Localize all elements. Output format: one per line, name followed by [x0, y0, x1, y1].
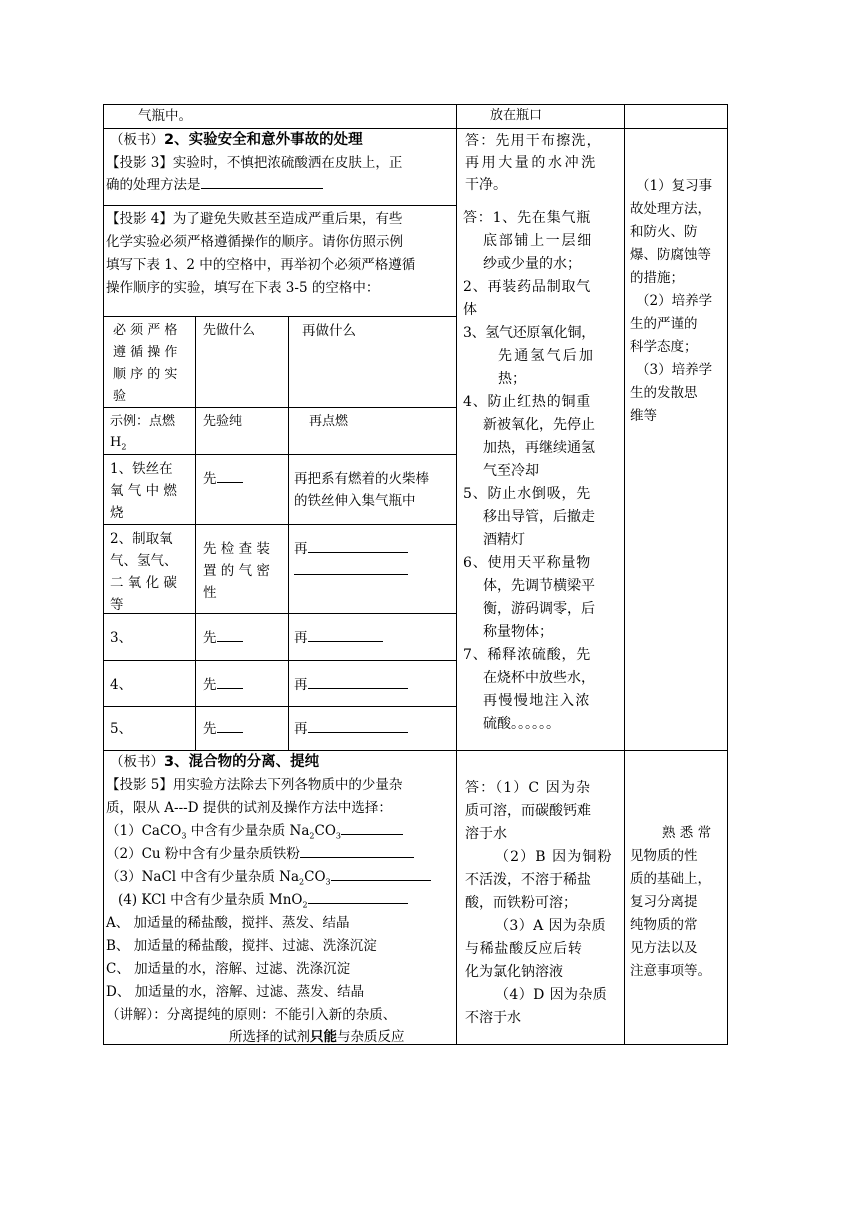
lecture-2c: 与杂质反应	[337, 1029, 405, 1045]
item2-pre: （2）Cu 粉中含有少量杂质铁粉	[106, 846, 300, 862]
section3-heading	[110, 751, 319, 773]
top-row-left-text: 气瓶中。	[138, 108, 192, 124]
row2-c1-1: 气、氢气、	[110, 553, 178, 569]
row2-c1-2: 二 氧 化 碳	[110, 575, 177, 591]
example-c1-h2	[110, 432, 126, 459]
a3-line-3: 干净。	[465, 177, 507, 193]
q3-line2	[106, 174, 323, 196]
goal2-line-3: 爆、防腐蚀等	[630, 247, 711, 263]
a4-line-21: 再慢慢地注入浓	[483, 693, 591, 709]
goal3-line-6: 注意事项等。	[630, 963, 711, 979]
a5-line-5: 酸，而铁粉可溶；	[465, 895, 577, 911]
row5-c2-text: 先	[203, 721, 217, 737]
goal2-line-5: （2）培养学	[636, 293, 713, 309]
q3-tag: 【投影 3】	[106, 155, 173, 171]
a4-line-3: 2、再装药品制取气	[463, 279, 592, 295]
example-c1	[110, 411, 175, 433]
hdr-c1-2: 顺 序 的 实	[113, 367, 178, 382]
q5-tag: 【投影 5】	[106, 777, 173, 793]
row2-c3-blank-1[interactable]	[308, 538, 408, 553]
row3-c3-text: 再	[294, 630, 308, 646]
a4-line-22: 硫酸。。。。。。	[483, 716, 560, 732]
row2-c3-blank-2[interactable]	[294, 560, 408, 575]
a4-line-8: 4、防止红热的铜重	[463, 394, 592, 410]
item3-sub1: 2	[299, 877, 305, 887]
a5-line-6: （3）A 因为杂质	[495, 918, 607, 934]
a4-line-9: 新被氧化，先停止	[483, 417, 595, 433]
row3-c3	[294, 627, 383, 649]
option-c: C、 加适量的水，溶解、过滤、洗涤沉淀	[106, 961, 351, 977]
a4-line-2: 纱或少量的水；	[483, 256, 581, 272]
row2-c3-line2	[294, 560, 408, 582]
row4-c3-text: 再	[294, 677, 308, 693]
a4-line-7: 热；	[498, 371, 526, 387]
item3-blank[interactable]	[331, 866, 431, 881]
a5-line-4: 不活泼，不溶于稀盐	[465, 872, 591, 888]
lecture-line-2	[229, 1026, 405, 1048]
item1-pre: （1）CaCO	[106, 823, 182, 839]
lecture-2a: 所选择的试剂	[229, 1029, 310, 1045]
q5-line1	[106, 774, 402, 796]
section3-heading-title: 3、混合物的分离、提纯	[164, 754, 320, 770]
row3-c1: 3、	[110, 630, 133, 646]
row5-c2	[203, 718, 243, 740]
item4-pre: (4) KCl 中含有少量杂质 MnO	[118, 892, 303, 908]
item1-sub2: 2	[309, 831, 315, 841]
goal2-line-2: 和防火、防	[630, 224, 698, 240]
item1-blank[interactable]	[341, 820, 403, 835]
item4-sub1: 2	[302, 900, 308, 910]
row3-c2-blank[interactable]	[217, 627, 243, 642]
q3-text-1: 实验时，不慎把浓硫酸洒在皮肤上，正	[172, 155, 403, 171]
goal2-line-8: （3）培养学	[636, 362, 713, 378]
goal2-line-0: （1）复习事	[636, 178, 713, 194]
lecture-line-1: （讲解）：分离提纯的原则：不能引入新的杂质、	[106, 1007, 397, 1023]
q4-text-0: 为了避免失败甚至造成严重后果，有些	[172, 211, 403, 227]
row2-c3-text: 再	[294, 541, 308, 557]
row2-c2-1: 置 的 气 密	[203, 563, 270, 579]
q5-item-2	[106, 843, 414, 865]
hdr-c2: 先做什么	[203, 323, 256, 338]
a5-line-2: 溶于水	[465, 826, 507, 842]
row1-c2-text: 先	[203, 471, 217, 487]
a5-line-0: 答：（1）C 因为杂	[465, 780, 592, 796]
row4-c2	[203, 674, 243, 696]
q4-tag: 【投影 4】	[106, 211, 173, 227]
example-c2: 先验纯	[203, 414, 243, 429]
row3-c3-blank[interactable]	[308, 627, 383, 642]
row1-c1-2: 烧	[110, 505, 124, 521]
item1-post: CO	[314, 823, 336, 839]
a4-line-11: 气至冷却	[483, 463, 539, 479]
a4-line-5: 3、氢气还原氧化铜，	[463, 325, 595, 341]
top-row-mid-text: 放在瓶口	[490, 108, 543, 123]
goal2-line-10: 维等	[630, 408, 657, 424]
row3-c2	[203, 627, 243, 649]
a4-line-14: 酒精灯	[483, 532, 525, 548]
section2-heading	[110, 129, 363, 151]
row2-c2-2: 性	[203, 585, 217, 601]
hdr-c1-1: 遵 循 操 作	[113, 345, 178, 360]
goal2-line-7: 科学态度；	[630, 339, 698, 355]
row1-c2	[203, 468, 243, 490]
row1-c1-0: 1、铁丝在	[110, 461, 173, 477]
q3-text-2: 确的处理方法是	[106, 177, 201, 193]
goal3-line-2: 质的基础上，	[630, 871, 711, 887]
item3-pre: （3）NaCl 中含有少量杂质 Na	[106, 869, 300, 885]
a5-line-8: 化为氯化钠溶液	[465, 964, 563, 980]
section3-heading-prefix: （板书）	[110, 754, 164, 770]
hdr-c1-0: 必 须 严 格	[113, 323, 178, 338]
q4-line-3: 操作顺序的实验，填写在下表 3-5 的空格中：	[106, 280, 380, 296]
goal3-line-0: 熟 悉 常	[662, 825, 712, 841]
hdr-c3: 再做什么	[302, 323, 356, 339]
row2-c1-3: 等	[110, 597, 124, 613]
q4-line-0	[106, 208, 402, 230]
row4-c2-blank[interactable]	[217, 674, 243, 689]
goal3-line-4: 纯物质的常	[630, 917, 698, 933]
a4-line-17: 衡，游码调零，后	[483, 601, 595, 617]
a4-line-19: 7、稀释浓硫酸，先	[463, 647, 592, 663]
option-d: D、 加适量的水，溶解、过滤、蒸发、结晶	[106, 984, 365, 1000]
item1-sub3: 3	[335, 831, 342, 841]
q4-line-2: 填写下表 1、2 中的空格中，再举初个必须严格遵循	[106, 257, 416, 273]
row1-c3-1: 的铁丝伸入集气瓶中	[294, 493, 416, 509]
goal2-line-9: 生的发散思	[630, 385, 698, 401]
goal2-line-1: 故处理方法，	[630, 201, 711, 217]
option-a: A、 加适量的稀盐酸，搅拌、蒸发、结晶	[106, 915, 350, 931]
a5-line-9: （4）D 因为杂质	[495, 987, 608, 1003]
goal3-line-3: 复习分离提	[630, 894, 698, 910]
row2-c1-0: 2、制取氧	[110, 531, 173, 547]
row1-c1-1: 氧 气 中 燃	[110, 483, 177, 499]
row5-c3-text: 再	[294, 721, 308, 737]
row4-c1: 4、	[110, 677, 133, 693]
q3-line1	[106, 152, 402, 174]
a4-line-15: 6、使用天平称量物	[463, 555, 592, 571]
a5-line-1: 质可溶，而碳酸钙难	[465, 803, 591, 819]
a5-line-10: 不溶于水	[465, 1010, 521, 1026]
item1-sub1: 3	[181, 831, 187, 841]
a4-line-10: 加热，再继续通氢	[483, 440, 595, 456]
example-c1-text: 示例：点燃	[110, 414, 176, 429]
row2-c3	[294, 538, 408, 560]
item1-mid: 中含有少量杂质 Na	[186, 823, 310, 839]
a4-line-18: 称量物体；	[483, 624, 553, 640]
a4-line-20: 在烧杯中放些水，	[483, 670, 595, 686]
a4-line-4: 体	[463, 302, 477, 318]
goal2-line-4: 的措施；	[630, 270, 684, 286]
item3-post: CO	[304, 869, 326, 885]
section2-heading-title: 2、实验安全和意外事故的处理	[164, 132, 363, 148]
row3-c2-text: 先	[203, 630, 217, 646]
a3-line-2: 再用大量的水冲洗	[465, 155, 598, 171]
a3-line-1: 答：先用干布擦洗，	[465, 133, 602, 149]
q3-blank[interactable]	[201, 174, 323, 189]
q4-line-1: 化学实验必须严格遵循操作的顺序。请你仿照示例	[106, 234, 403, 250]
example-c3: 再点燃	[309, 414, 349, 429]
example-c1-sub: 2	[121, 442, 127, 452]
a4-line-0: 答：1、先在集气瓶	[463, 210, 592, 226]
row4-c3-blank[interactable]	[308, 674, 408, 689]
lecture-2b: 只能	[310, 1029, 337, 1045]
row1-c2-blank[interactable]	[217, 468, 243, 483]
item2-blank[interactable]	[300, 843, 414, 858]
row4-c2-text: 先	[203, 677, 217, 693]
a4-line-1: 底部铺上一层细	[483, 233, 593, 249]
q5-text-1: 用实验方法除去下列各物质中的少量杂	[172, 777, 403, 793]
option-b: B、 加适量的稀盐酸，搅拌、过滤、洗涤沉淀	[106, 938, 377, 954]
a4-line-16: 体，先调节横梁平	[483, 578, 595, 594]
example-c1-h: H	[110, 435, 122, 450]
a4-line-13: 移出导管，后撤走	[483, 509, 595, 525]
q5-line2: 质，限从 A---D 提供的试剂及操作方法中选择：	[106, 800, 392, 816]
a5-line-7: 与稀盐酸反应后转	[465, 941, 583, 957]
item4-blank[interactable]	[308, 889, 408, 904]
a5-line-3: （2）B 因为铜粉	[495, 849, 613, 865]
section2-heading-prefix: （板书）	[110, 132, 164, 148]
a4-line-6: 先通氢气后加	[498, 348, 596, 364]
row5-c2-blank[interactable]	[217, 718, 243, 733]
row2-c2-0: 先 检 查 装	[203, 541, 270, 557]
goal2-line-6: 生的严谨的	[630, 316, 698, 332]
item3-sub2: 3	[325, 877, 331, 887]
goal3-line-1: 见物质的性	[630, 848, 698, 864]
row5-c3-blank[interactable]	[308, 718, 408, 733]
hdr-c1-3: 验	[113, 389, 127, 404]
row4-c3	[294, 674, 408, 696]
row5-c3	[294, 718, 408, 740]
goal3-line-5: 见方法以及	[630, 940, 698, 956]
row1-c3-0: 再把系有燃着的火柴棒	[294, 471, 429, 487]
row5-c1: 5、	[110, 721, 133, 737]
a4-line-12: 5、防止水倒吸，先	[463, 486, 592, 502]
